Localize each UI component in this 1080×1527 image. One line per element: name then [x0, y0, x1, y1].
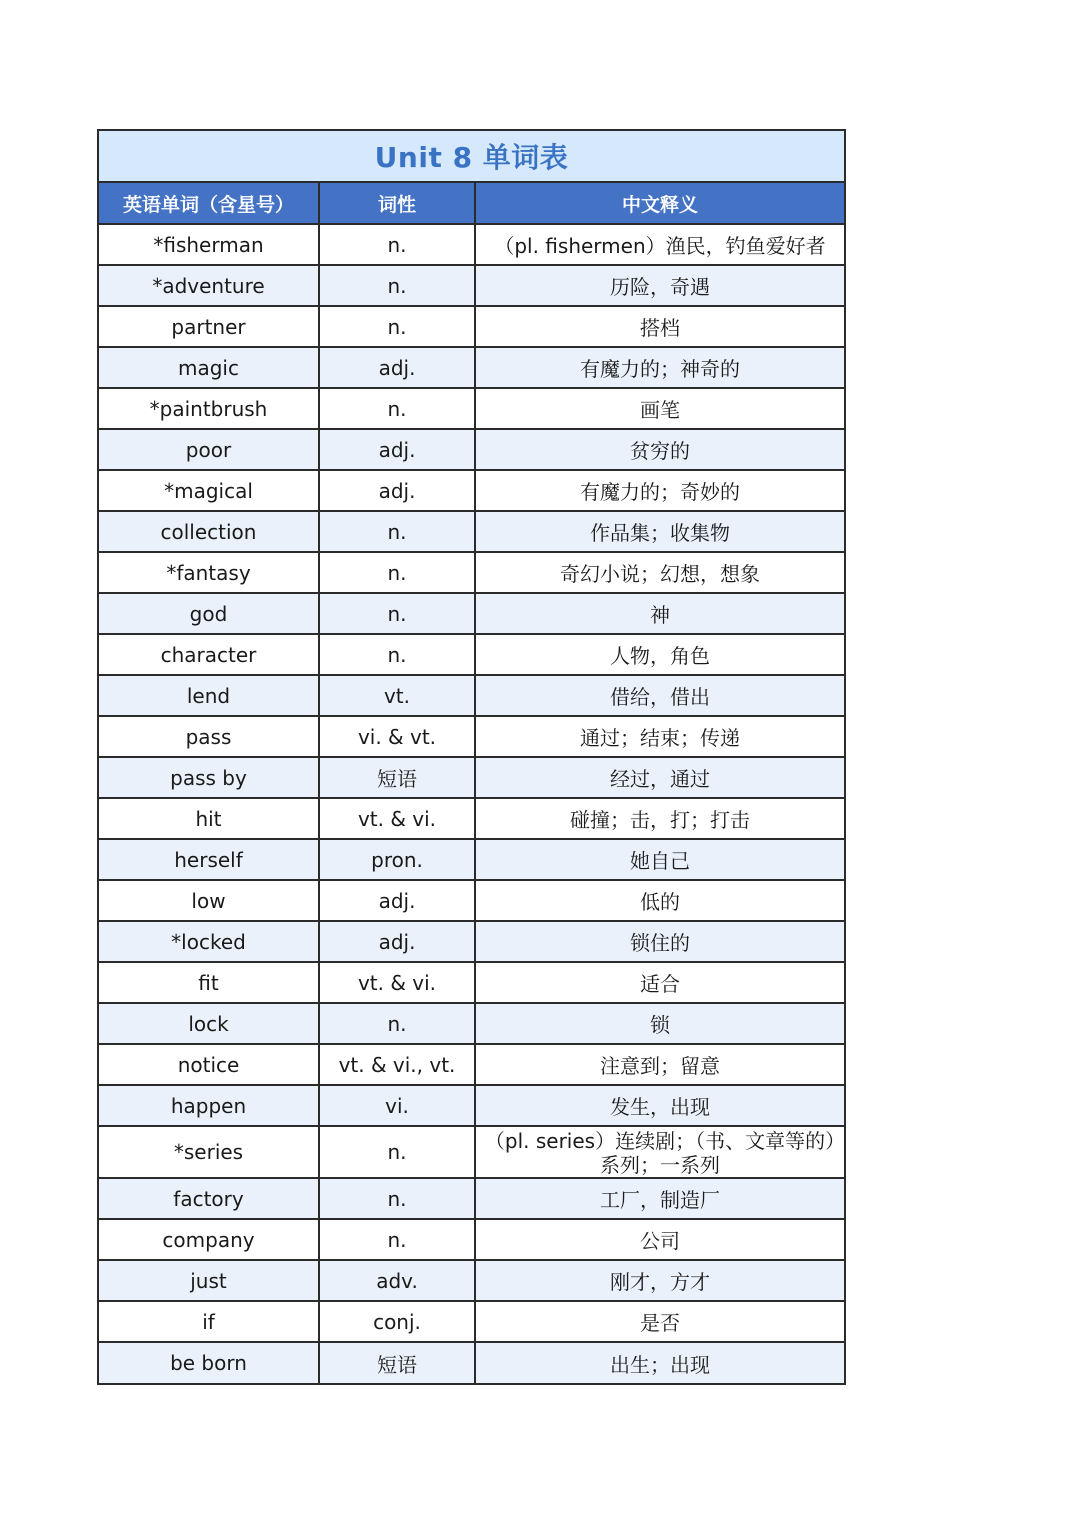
cell-word: be born	[99, 1342, 319, 1383]
table-row	[99, 1301, 844, 1342]
cell-word: happen	[99, 1085, 319, 1126]
header-word: 英语单词（含星号）	[99, 183, 319, 224]
cell-meaning: 经过，通过	[475, 757, 844, 798]
cell-pos: adj.	[319, 470, 475, 511]
cell-pos: n.	[319, 511, 475, 552]
cell-word: poor	[99, 429, 319, 470]
cell-word: notice	[99, 1044, 319, 1085]
cell-meaning: 刚才，方才	[475, 1260, 844, 1301]
cell-pos: n.	[319, 1219, 475, 1260]
table-row	[99, 1044, 844, 1085]
table-row	[99, 470, 844, 511]
cell-word: low	[99, 880, 319, 921]
cell-pos: n.	[319, 306, 475, 347]
table-row	[99, 757, 844, 798]
cell-word: just	[99, 1260, 319, 1301]
cell-word: lock	[99, 1003, 319, 1044]
cell-meaning: 锁	[475, 1003, 844, 1044]
cell-pos: pron.	[319, 839, 475, 880]
vocabulary-sheet	[97, 129, 846, 1385]
cell-meaning: 搭档	[475, 306, 844, 347]
table-row	[99, 716, 844, 757]
table-row	[99, 962, 844, 1003]
cell-meaning: 工厂，制造厂	[475, 1178, 844, 1219]
table-row	[99, 388, 844, 429]
cell-meaning: 锁住的	[475, 921, 844, 962]
cell-word: if	[99, 1301, 319, 1342]
header-meaning: 中文释义	[475, 183, 844, 224]
table-row	[99, 306, 844, 347]
table-row	[99, 1178, 844, 1219]
cell-meaning: 有魔力的；奇妙的	[475, 470, 844, 511]
table-row	[99, 1342, 844, 1383]
cell-word: *paintbrush	[99, 388, 319, 429]
table-row	[99, 552, 844, 593]
cell-pos: n.	[319, 593, 475, 634]
title-bar	[99, 131, 844, 183]
cell-pos: adj.	[319, 429, 475, 470]
cell-word: *fisherman	[99, 224, 319, 265]
vocabulary-table	[99, 183, 844, 1383]
table-row	[99, 1219, 844, 1260]
header-row	[99, 183, 844, 224]
cell-meaning: 历险，奇遇	[475, 265, 844, 306]
table-row	[99, 593, 844, 634]
table-row	[99, 511, 844, 552]
cell-pos: vt. & vi.	[319, 798, 475, 839]
cell-meaning: 贫穷的	[475, 429, 844, 470]
cell-meaning: 碰撞；击，打；打击	[475, 798, 844, 839]
cell-pos: n.	[319, 634, 475, 675]
cell-pos: adj.	[319, 347, 475, 388]
cell-word: lend	[99, 675, 319, 716]
cell-meaning: 有魔力的；神奇的	[475, 347, 844, 388]
cell-meaning: 低的	[475, 880, 844, 921]
cell-word: herself	[99, 839, 319, 880]
cell-pos: vt. & vi., vt.	[319, 1044, 475, 1085]
cell-meaning: 通过；结束；传递	[475, 716, 844, 757]
cell-word: *fantasy	[99, 552, 319, 593]
cell-meaning: 注意到；留意	[475, 1044, 844, 1085]
cell-pos: 短语	[319, 757, 475, 798]
cell-meaning: 她自己	[475, 839, 844, 880]
cell-word: *adventure	[99, 265, 319, 306]
cell-meaning: 奇幻小说；幻想，想象	[475, 552, 844, 593]
cell-pos: adv.	[319, 1260, 475, 1301]
cell-pos: n.	[319, 224, 475, 265]
cell-word: collection	[99, 511, 319, 552]
cell-word: *magical	[99, 470, 319, 511]
cell-meaning: 适合	[475, 962, 844, 1003]
cell-pos: n.	[319, 1126, 475, 1178]
cell-word: pass by	[99, 757, 319, 798]
table-row	[99, 1003, 844, 1044]
cell-meaning: 公司	[475, 1219, 844, 1260]
cell-pos: conj.	[319, 1301, 475, 1342]
cell-pos: adj.	[319, 921, 475, 962]
table-row	[99, 1260, 844, 1301]
cell-meaning: 神	[475, 593, 844, 634]
cell-pos: n.	[319, 1178, 475, 1219]
table-row	[99, 880, 844, 921]
cell-word: company	[99, 1219, 319, 1260]
table-row	[99, 1126, 844, 1178]
cell-meaning: 画笔	[475, 388, 844, 429]
cell-meaning: 出生；出现	[475, 1342, 844, 1383]
cell-meaning: （pl. series）连续剧；（书、文章等的）系列；一系列	[475, 1126, 844, 1178]
cell-pos: n.	[319, 552, 475, 593]
cell-pos: n.	[319, 388, 475, 429]
cell-meaning: 人物，角色	[475, 634, 844, 675]
cell-pos: vt.	[319, 675, 475, 716]
table-row	[99, 634, 844, 675]
table-row	[99, 265, 844, 306]
cell-word: partner	[99, 306, 319, 347]
cell-word: character	[99, 634, 319, 675]
cell-meaning: 是否	[475, 1301, 844, 1342]
cell-pos: n.	[319, 1003, 475, 1044]
cell-word: god	[99, 593, 319, 634]
cell-word: fit	[99, 962, 319, 1003]
cell-pos: vi. & vt.	[319, 716, 475, 757]
table-row	[99, 839, 844, 880]
cell-meaning: 发生，出现	[475, 1085, 844, 1126]
cell-pos: n.	[319, 265, 475, 306]
cell-word: pass	[99, 716, 319, 757]
cell-pos: 短语	[319, 1342, 475, 1383]
cell-meaning: 作品集；收集物	[475, 511, 844, 552]
cell-meaning: 借给，借出	[475, 675, 844, 716]
cell-meaning: （pl. fishermen）渔民，钓鱼爱好者	[475, 224, 844, 265]
cell-word: factory	[99, 1178, 319, 1219]
cell-word: magic	[99, 347, 319, 388]
page-title: Unit 8 单词表	[374, 141, 569, 174]
cell-pos: adj.	[319, 880, 475, 921]
table-row	[99, 347, 844, 388]
table-row	[99, 224, 844, 265]
cell-word: *series	[99, 1126, 319, 1178]
cell-word: *locked	[99, 921, 319, 962]
table-row	[99, 798, 844, 839]
table-row	[99, 921, 844, 962]
header-pos: 词性	[319, 183, 475, 224]
cell-pos: vi.	[319, 1085, 475, 1126]
table-row	[99, 1085, 844, 1126]
table-row	[99, 429, 844, 470]
cell-word: hit	[99, 798, 319, 839]
table-row	[99, 675, 844, 716]
cell-pos: vt. & vi.	[319, 962, 475, 1003]
